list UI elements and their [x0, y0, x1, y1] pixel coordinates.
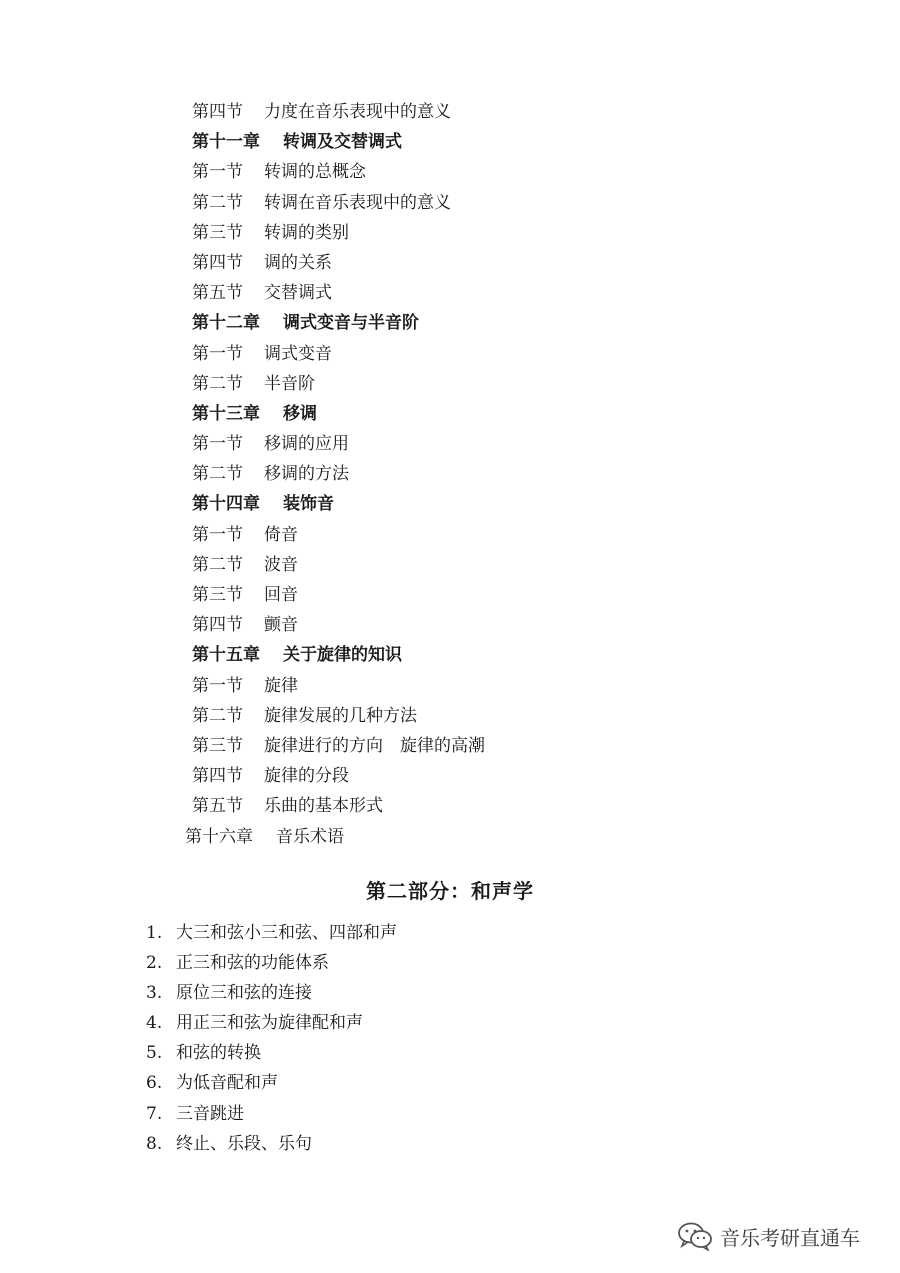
- toc-number: 第一节: [192, 343, 243, 364]
- toc-title: 转调的类别: [264, 222, 349, 243]
- toc-title: 转调及交替调式: [283, 132, 402, 153]
- list-item-number: 3.: [146, 983, 163, 1004]
- toc-number: 第十三章: [192, 403, 260, 424]
- toc-section: [0, 188, 900, 218]
- toc-title: 力度在音乐表现中的意义: [264, 102, 451, 122]
- watermark-text: 音乐考研直通车: [720, 1225, 860, 1250]
- toc-title: 旋律: [264, 675, 298, 696]
- toc-number: 第十六章: [185, 826, 253, 847]
- toc-number: 第四节: [192, 766, 243, 787]
- list-item-text: 原位三和弦的连接: [176, 983, 312, 1004]
- toc-title: 移调的方法: [264, 464, 349, 485]
- list-item-number: 4.: [146, 1013, 163, 1034]
- toc-title: 转调的总概念: [264, 162, 366, 183]
- table-of-contents: [0, 97, 900, 852]
- toc-number: 第一节: [192, 162, 243, 183]
- list-item: [0, 1099, 900, 1129]
- list-item: [0, 1129, 900, 1159]
- list-item-text: 和弦的转换: [176, 1043, 261, 1064]
- toc-section: [0, 550, 900, 580]
- harmony-list: [0, 918, 900, 1159]
- toc-chapter: [0, 489, 900, 519]
- list-item: [0, 1008, 900, 1038]
- list-item: [0, 918, 900, 948]
- list-item-text: 三音跳进: [176, 1103, 244, 1124]
- toc-number: 第二节: [192, 192, 243, 213]
- toc-title: 调式变音与半音阶: [283, 313, 419, 334]
- toc-number: 第四节: [192, 252, 243, 273]
- list-item-text: 正三和弦的功能体系: [176, 953, 329, 974]
- toc-section: [0, 278, 900, 308]
- toc-title: 颤音: [264, 615, 298, 636]
- toc-title: 关于旋律的知识: [283, 645, 402, 666]
- toc-number: 第二节: [192, 373, 243, 394]
- toc-title: 装饰音: [283, 494, 334, 515]
- toc-number: 第二节: [192, 705, 243, 726]
- list-item: [0, 1068, 900, 1098]
- list-item-number: 8.: [146, 1133, 163, 1154]
- toc-section: [0, 791, 900, 821]
- toc-section: [0, 157, 900, 187]
- toc-section: [0, 459, 900, 489]
- list-item-number: 5.: [146, 1043, 163, 1064]
- toc-title: 旋律发展的几种方法: [264, 705, 417, 726]
- toc-number: 第一节: [192, 524, 243, 545]
- list-item: [0, 978, 900, 1008]
- toc-title: 转调在音乐表现中的意义: [264, 192, 451, 213]
- toc-number: 第三节: [192, 585, 243, 605]
- toc-title: 音乐术语: [276, 826, 344, 847]
- toc-section: [0, 369, 900, 399]
- list-item: [0, 948, 900, 978]
- toc-section: [0, 761, 900, 791]
- toc-number: 第一节: [192, 434, 243, 455]
- watermark: [676, 1219, 860, 1253]
- toc-chapter: [0, 822, 900, 852]
- toc-section: [0, 97, 900, 127]
- toc-number: 第十四章: [192, 494, 260, 515]
- toc-title: 倚音: [264, 524, 298, 545]
- toc-number: 第三节: [192, 735, 243, 756]
- toc-number: 第三节: [192, 222, 243, 243]
- toc-chapter: [0, 127, 900, 157]
- list-item-number: 7.: [146, 1103, 163, 1124]
- wechat-icon: [676, 1221, 714, 1251]
- toc-number: 第十二章: [192, 313, 260, 334]
- list-item-number: 2.: [146, 953, 163, 974]
- toc-number: 第二节: [192, 554, 243, 575]
- toc-chapter: [0, 640, 900, 670]
- toc-title: 调式变音: [264, 343, 332, 364]
- toc-section: [0, 218, 900, 248]
- toc-number: 第四节: [192, 615, 243, 636]
- toc-section: [0, 248, 900, 278]
- toc-section: [0, 731, 900, 761]
- toc-section: [0, 339, 900, 369]
- part-two-title: 第二部分：和声学: [366, 879, 534, 903]
- toc-number: 第十五章: [192, 645, 260, 666]
- toc-chapter: [0, 308, 900, 338]
- toc-title: 波音: [264, 554, 298, 575]
- toc-title: 移调: [283, 403, 317, 424]
- list-item-number: 1.: [146, 923, 163, 943]
- toc-title: 旋律的分段: [264, 766, 349, 787]
- toc-title: 交替调式: [264, 283, 332, 304]
- list-item-text: 为低音配和声: [176, 1073, 278, 1094]
- toc-section: [0, 580, 900, 610]
- toc-number: 第四节: [192, 102, 243, 122]
- toc-number: 第十一章: [192, 132, 260, 153]
- toc-title: 乐曲的基本形式: [264, 796, 383, 817]
- list-item-text: 终止、乐段、乐句: [176, 1133, 312, 1154]
- toc-section: [0, 610, 900, 640]
- list-item-number: 6.: [146, 1073, 163, 1094]
- list-item: [0, 1038, 900, 1068]
- list-item-text: 大三和弦小三和弦、四部和声: [176, 923, 397, 943]
- toc-title: 调的关系: [264, 252, 332, 273]
- toc-number: 第五节: [192, 283, 243, 304]
- toc-section: [0, 429, 900, 459]
- toc-title: 旋律进行的方向 旋律的高潮: [264, 735, 485, 756]
- toc-title: 半音阶: [264, 373, 315, 394]
- list-item-text: 用正三和弦为旋律配和声: [176, 1013, 363, 1034]
- toc-section: [0, 701, 900, 731]
- toc-number: 第五节: [192, 796, 243, 817]
- toc-title: 移调的应用: [264, 434, 349, 455]
- toc-section: [0, 520, 900, 550]
- toc-chapter: [0, 399, 900, 429]
- toc-title: 回音: [264, 585, 298, 605]
- toc-section: [0, 671, 900, 701]
- toc-number: 第二节: [192, 464, 243, 485]
- toc-number: 第一节: [192, 675, 243, 696]
